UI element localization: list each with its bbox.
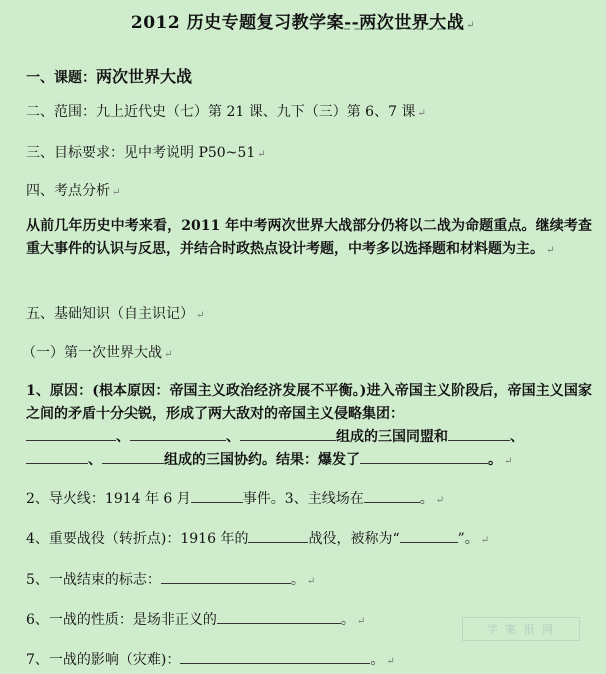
analysis-paragraph-text: 从前几年历史中考来看，2011 年中考两次世界大战部分仍将以二战为命题重点。继续考查重大事件的认识与反思，并结合时政热点设计考题，中考多以选择题和材料题为主。 (26, 218, 592, 257)
period: 。 (370, 652, 385, 668)
document-title (0, 8, 606, 33)
subsection-ww1-heading: （一）第一次世界大战 (22, 345, 162, 361)
section-analysis (26, 180, 120, 200)
section-analysis-heading: 四、考点分析 (26, 183, 110, 199)
paragraph-mark-icon: ↵ (257, 149, 266, 160)
separator: 、 (88, 452, 102, 468)
section-topic (26, 64, 192, 87)
item-causes (26, 380, 592, 473)
watermark-logo (462, 617, 580, 641)
section-goals-text: 三、目标要求：见中考说明 P50~51 (26, 145, 256, 161)
blank-field[interactable] (448, 426, 510, 441)
item-causes-end: 组成的三国协约。结果：爆发了 (164, 452, 360, 468)
item-battle-c: ”。 (457, 531, 479, 547)
separator: 、 (510, 429, 524, 445)
item-battle (26, 528, 489, 548)
blank-field[interactable] (161, 569, 291, 584)
blank-field[interactable] (248, 528, 308, 543)
blank-field[interactable] (364, 488, 420, 503)
period: 。 (340, 612, 355, 628)
paragraph-mark-icon: ↵ (112, 187, 121, 198)
item-trigger-b: 事件。3、主线场在 (242, 491, 364, 507)
item-trigger (26, 488, 444, 508)
item-end-sign (26, 569, 315, 589)
blank-field[interactable] (102, 449, 164, 464)
paragraph-mark-icon: ↵ (306, 576, 316, 587)
item-nature-text: 6、一战的性质：是场非正义的 (26, 612, 217, 628)
paragraph-mark-icon: ↵ (480, 535, 490, 546)
paragraph-mark-icon: ↵ (546, 245, 555, 256)
paragraph-mark-icon: ↵ (356, 616, 366, 627)
item-end-sign-text: 5、一战结束的标志： (26, 572, 161, 588)
section-scope-text: 二、范围：九上近代史（七）第 21 课、九下（三）第 6、7 课 (26, 104, 416, 120)
paragraph-mark-icon: ↵ (435, 495, 445, 506)
subsection-ww1 (22, 342, 172, 362)
item-nature (26, 609, 365, 629)
blank-field[interactable] (240, 426, 336, 441)
blank-field[interactable] (191, 488, 243, 503)
blank-field[interactable] (26, 449, 88, 464)
blank-field[interactable] (360, 449, 488, 464)
paragraph-mark-icon: ↵ (196, 310, 205, 321)
blank-field[interactable] (26, 426, 116, 441)
separator: 、 (116, 429, 130, 445)
analysis-paragraph (26, 215, 592, 262)
item-impact-text: 7、一战的影响（灾难)： (26, 652, 181, 668)
title-main: 2012 历史专题复习教学案 (130, 13, 345, 33)
section-topic-value: 两次世界大战 (96, 67, 193, 86)
paragraph-mark-icon: ↵ (164, 349, 173, 360)
period: 。 (488, 452, 502, 468)
item-impact (26, 649, 395, 669)
item-battle-b: 战役，被称为“ (308, 531, 400, 547)
section-scope (26, 101, 426, 121)
paragraph-mark-icon: ↵ (504, 456, 513, 467)
blank-field[interactable] (400, 528, 458, 543)
paragraph-mark-icon: ↵ (466, 20, 476, 31)
section-goals (26, 142, 266, 162)
item-causes-mid: 组成的三国同盟和 (336, 429, 448, 445)
item-trigger-a: 2、导火线：1914 年 6 月 (26, 491, 191, 507)
section-topic-label: 一、课题： (26, 70, 96, 86)
paragraph-mark-icon: ↵ (417, 108, 426, 119)
watermark-text: 学 案 报 网 (486, 623, 556, 636)
section-basics (26, 303, 204, 323)
blank-field[interactable] (180, 649, 370, 664)
blank-field[interactable] (217, 609, 341, 624)
paragraph-mark-icon: ↵ (386, 656, 395, 667)
item-battle-a: 4、重要战役（转折点)：1916 年的 (26, 531, 249, 547)
blank-field[interactable] (130, 426, 226, 441)
period: 。 (419, 491, 434, 507)
period: 。 (290, 572, 305, 588)
title-suffix: --两次世界大战 (344, 13, 465, 33)
separator: 、 (226, 429, 240, 445)
item-causes-text: 1、原因：(根本原因：帝国主义政治经济发展不平衡。)进入帝国主义阶段后，帝国主义国家之间的矛盾十分尖锐，形成了两大敌对的帝国主义侵略集团： (26, 383, 592, 422)
section-basics-heading: 五、基础知识（自主识记） (26, 306, 194, 322)
